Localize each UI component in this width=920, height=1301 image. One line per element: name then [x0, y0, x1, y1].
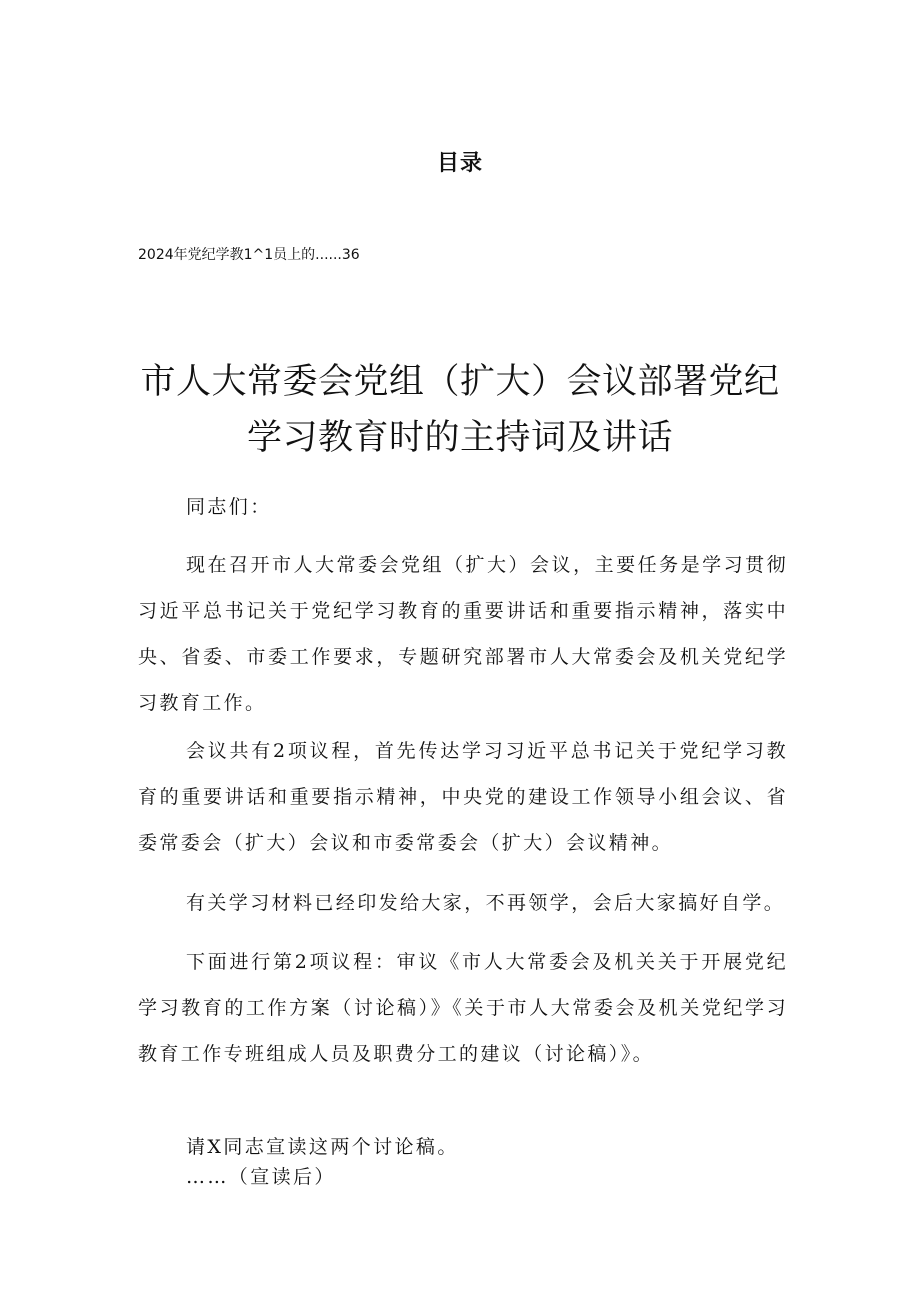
toc-entry: 2024年党纪学教1^1员上的......36: [138, 247, 360, 263]
paragraph-after-reading: ……（宣读后）: [186, 1166, 336, 1188]
paragraph-materials: 有关学习材料已经印发给大家，不再领学，会后大家搞好自学。: [186, 892, 786, 914]
document-title-line-1: 市人大常委会党组（扩大）会议部署党纪: [140, 362, 780, 402]
paragraph-second-item: 下面进行第2项议程：审议《市人大常委会及机关关于开展党纪学习教育的工作方案（讨论稿）》《关于市人大常委会及机关党纪学习教育工作专班组成人员及职费分工的建议（讨论稿）》。: [138, 951, 788, 1065]
paragraph-agenda: 会议共有2项议程，首先传达学习习近平总书记关于党纪学习教育的重要讲话和重要指示精神，中央党的建设工作领导小组会议、省委常委会（扩大）会议和市委常委会（扩大）会议精神。: [138, 740, 788, 854]
paragraph-opening: 现在召开市人大常委会党组（扩大）会议，主要任务是学习贯彻习近平总书记关于党纪学习教育的重要讲话和重要指示精神，落实中央、省委、市委工作要求，专题研究部署市人大常委会及机关党纪学习教育工作。: [138, 554, 788, 714]
document-title: [100, 354, 820, 466]
paragraph-reading-request: 请X同志宣读这两个讨论稿。: [186, 1136, 459, 1158]
paragraph-salutation: 同志们：: [186, 496, 272, 518]
document-title-line-2: 学习教育时的主持词及讲话: [246, 418, 673, 458]
toc-heading: 目录: [436, 151, 483, 176]
